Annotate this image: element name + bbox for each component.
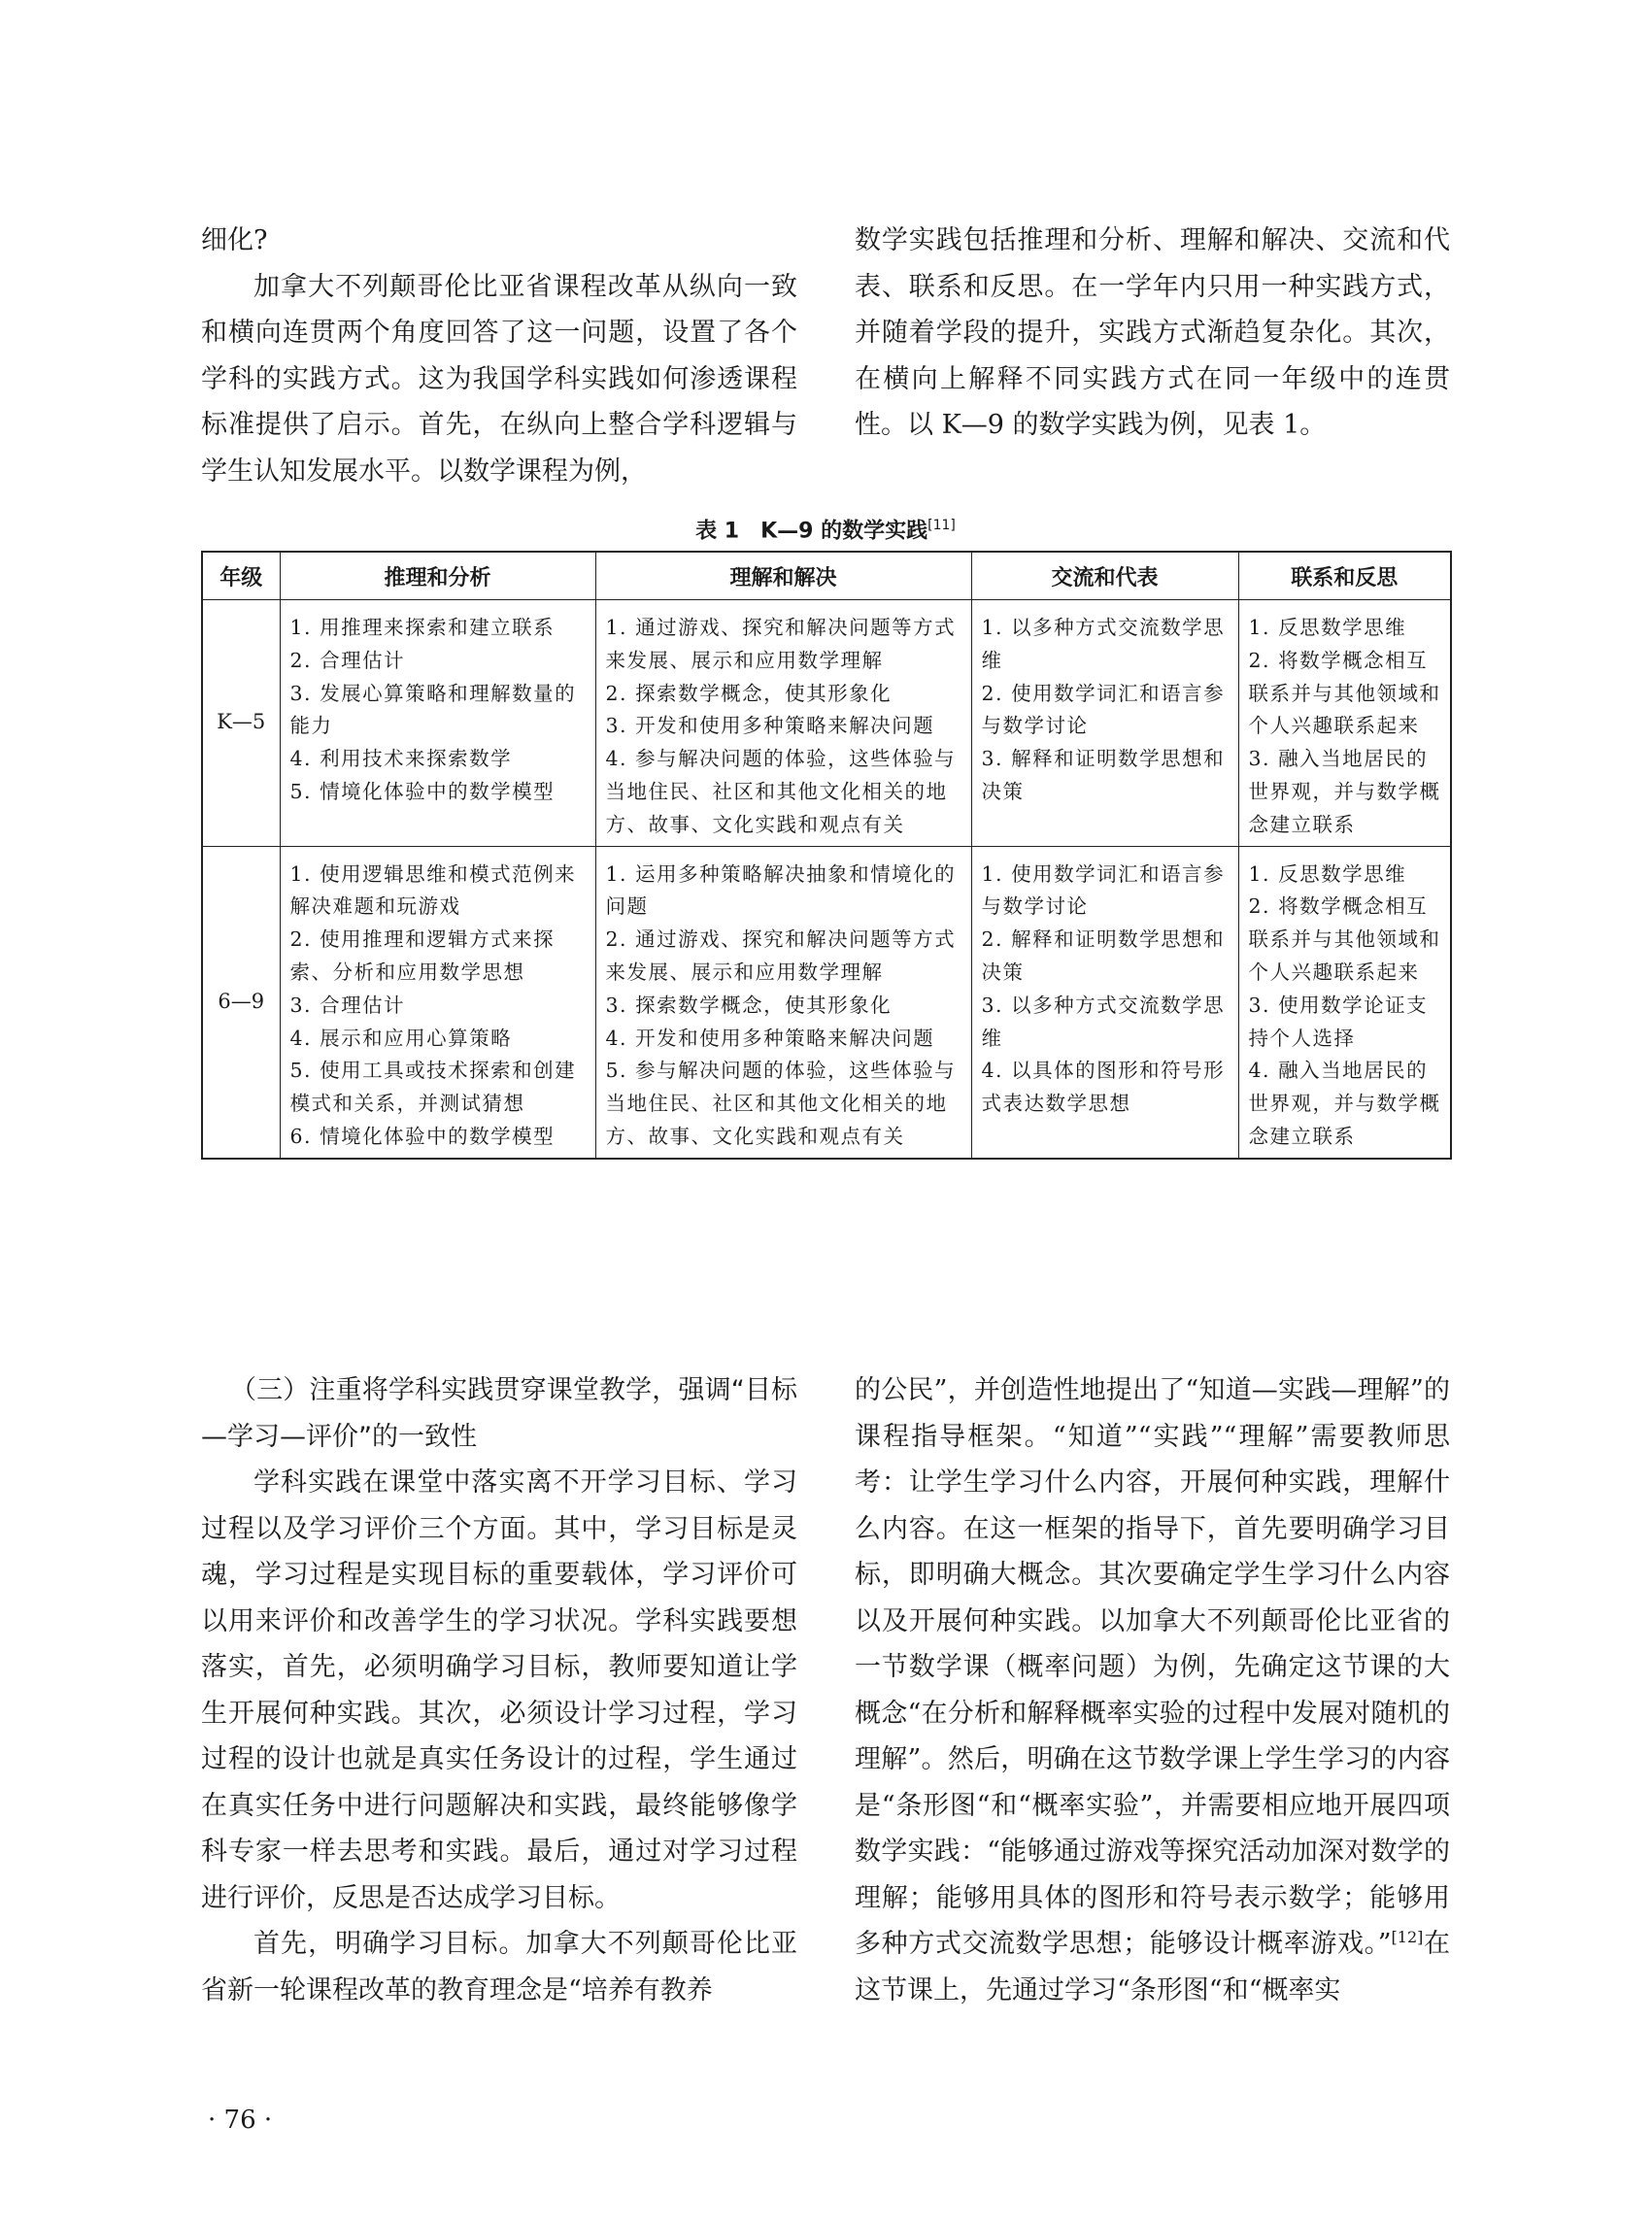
list-item: 2. 合理估计 <box>289 648 406 672</box>
list-item: 4. 参与解决问题的体验，这些体验与当地住民、社区和其他文化相关的地方、故事、文化实践和观点有关 <box>605 747 957 836</box>
math-practice-table <box>201 551 1452 1160</box>
table-caption <box>201 509 1450 548</box>
list-item: 1. 用推理来探索和建立联系 <box>289 616 556 639</box>
list-item: 2. 解释和证明数学思想和决策 <box>981 927 1226 984</box>
list-item: 3. 使用数学论证支持个人选择 <box>1248 993 1429 1050</box>
paragraph: 细化? <box>201 225 268 255</box>
grade-cell: 6—9 <box>202 846 280 1159</box>
list-item: 1. 反思数学思维 <box>1248 861 1407 886</box>
table-row <box>202 846 1451 1159</box>
list-item: 2. 将数学概念相互联系并与其他领域和个人兴趣联系起来 <box>1248 648 1441 738</box>
grade-cell: K—5 <box>202 600 280 847</box>
paragraph-text: 在这节课上，先通过学习“条形图“和“概率实 <box>855 1929 1451 2006</box>
list-item: 4. 融入当地居民的世界观，并与数学概念建立联系 <box>1248 1059 1441 1148</box>
list-item: 3. 合理估计 <box>289 993 406 1017</box>
header-grade: 年级 <box>202 552 280 600</box>
list-item: 3. 开发和使用多种策略来解决问题 <box>605 714 935 738</box>
list-item: 1. 反思数学思维 <box>1248 616 1407 639</box>
list-item: 3. 融入当地居民的世界观，并与数学概念建立联系 <box>1248 747 1441 836</box>
list-item: 2. 通过游戏、探究和解决问题等方式来发展、展示和应用数学理解 <box>605 927 957 984</box>
list-item: 1. 通过游戏、探究和解决问题等方式来发展、展示和应用数学理解 <box>605 616 957 672</box>
list-item: 4. 利用技术来探索数学 <box>289 747 513 771</box>
bottom-right-column <box>855 1367 1450 2013</box>
paragraph <box>855 1367 1450 2013</box>
list-item: 2. 使用推理和逻辑方式来探索、分析和应用数学思想 <box>289 927 556 984</box>
table-row <box>202 600 1451 847</box>
table-cell <box>280 600 595 847</box>
table-cell <box>971 600 1238 847</box>
paragraph: 学科实践在课堂中落实离不开学习目标、学习过程以及学习评价三个方面。其中，学习目标是灵魂，学习过程是实现目标的重要载体，学习评价可以用来评价和改善学生的学习状况。学科实践要想落实，首先，必须明确学习目标，教师要知道让学生开展何种实践。其次，必须设计学习过程，学习过程的设计也就是真实任务设计的过程，学生通过在真实任务中进行问题解决和实践，最终能够像学科专家一样去思考和实践。最后，通过对学习过程进行评价，反思是否达成学习目标。 <box>201 1467 797 1913</box>
list-item: 2. 将数学概念相互联系并与其他领域和个人兴趣联系起来 <box>1248 894 1441 984</box>
header-understanding: 理解和解决 <box>595 552 971 600</box>
list-item: 2. 使用数学词汇和语言参与数学讨论 <box>981 681 1226 738</box>
list-item: 2. 探索数学概念，使其形象化 <box>605 681 893 705</box>
list-item: 3. 以多种方式交流数学思维 <box>981 993 1226 1050</box>
list-item: 5. 情境化体验中的数学模型 <box>289 779 556 803</box>
table-caption-ref: [11] <box>927 518 956 533</box>
list-item: 5. 参与解决问题的体验，这些体验与当地住民、社区和其他文化相关的地方、故事、文化实践和观点有关 <box>605 1059 957 1148</box>
paragraph-text: 的公民”，并创造性地提出了“知道—实践—理解”的课程指导框架。“知道”“实践”“理解”需要教师思考：让学生学习什么内容，开展何种实践，理解什么内容。在这一框架的指导下，首先要明确学习目标，即明确大概念。其次要确定学生学习什么内容以及开展何种实践。以加拿大不列颠哥伦比亚省的一节数学课（概率问题）为例，先确定这节课的大概念“在分析和解释概率实验的过程中发展对随机的理解”。然后，明确在这节数学课上学生学习的内容是“条形图“和“概率实验”，并需要相应地开展四项数学实践：“能够通过游戏等探究活动加深对数学的理解；能够用具体的图形和符号表示数学；能够用多种方式交流数学思想；能够设计概率游戏。” <box>855 1375 1450 1959</box>
list-item: 1. 以多种方式交流数学思维 <box>981 616 1226 672</box>
paragraph: 首先，明确学习目标。加拿大不列颠哥伦比亚省新一轮课程改革的教育理念是“培养有教养 <box>201 1929 797 2006</box>
table-cell <box>1238 600 1451 847</box>
table-cell <box>280 846 595 1159</box>
list-item: 4. 以具体的图形和符号形式表达数学思想 <box>981 1059 1226 1116</box>
list-item: 1. 使用数学词汇和语言参与数学讨论 <box>981 861 1226 919</box>
table-cell <box>595 846 971 1159</box>
table-cell <box>1238 846 1451 1159</box>
list-item: 1. 运用多种策略解决抽象和情境化的问题 <box>605 861 957 919</box>
header-connecting: 联系和反思 <box>1238 552 1451 600</box>
top-left-column <box>201 218 797 494</box>
table-caption-text: 表 1 K—9 的数学实践 <box>695 519 928 544</box>
list-item: 6. 情境化体验中的数学模型 <box>289 1124 556 1148</box>
header-reasoning: 推理和分析 <box>280 552 595 600</box>
paragraph: 加拿大不列颠哥伦比亚省课程改革从纵向一致和横向连贯两个角度回答了这一问题，设置了各个学科的实践方式。这为我国学科实践如何渗透课程标准提供了启示。首先，在纵向上整合学科逻辑与学生认知发展水平。以数学课程为例， <box>201 271 797 487</box>
table-cell <box>971 846 1238 1159</box>
list-item: 1. 使用逻辑思维和模式范例来解决难题和玩游戏 <box>289 861 577 919</box>
table-cell <box>595 600 971 847</box>
citation-ref: [12] <box>1391 1928 1424 1946</box>
list-item: 4. 展示和应用心算策略 <box>289 1026 513 1050</box>
list-item: 3. 探索数学概念，使其形象化 <box>605 993 893 1017</box>
top-right-column <box>855 218 1450 449</box>
header-communicating: 交流和代表 <box>971 552 1238 600</box>
list-item: 3. 发展心算策略和理解数量的能力 <box>289 681 577 738</box>
list-item: 4. 开发和使用多种策略来解决问题 <box>605 1026 935 1050</box>
bottom-left-column <box>201 1367 797 2013</box>
section-heading: （三）注重将学科实践贯穿课堂教学，强调“目标—学习—评价”的一致性 <box>201 1375 797 1452</box>
page-number: · 76 · <box>208 2106 273 2135</box>
list-item: 5. 使用工具或技术探索和创建模式和关系，并测试猜想 <box>289 1059 577 1116</box>
table-header-row <box>202 552 1451 600</box>
paragraph: 数学实践包括推理和分析、理解和解决、交流和代表、联系和反思。在一学年内只用一种实践方式，并随着学段的提升，实践方式渐趋复杂化。其次，在横向上解释不同实践方式在同一年级中的连贯性。以 K—9 的数学实践为例，见表 1。 <box>855 225 1450 440</box>
list-item: 3. 解释和证明数学思想和决策 <box>981 747 1226 803</box>
